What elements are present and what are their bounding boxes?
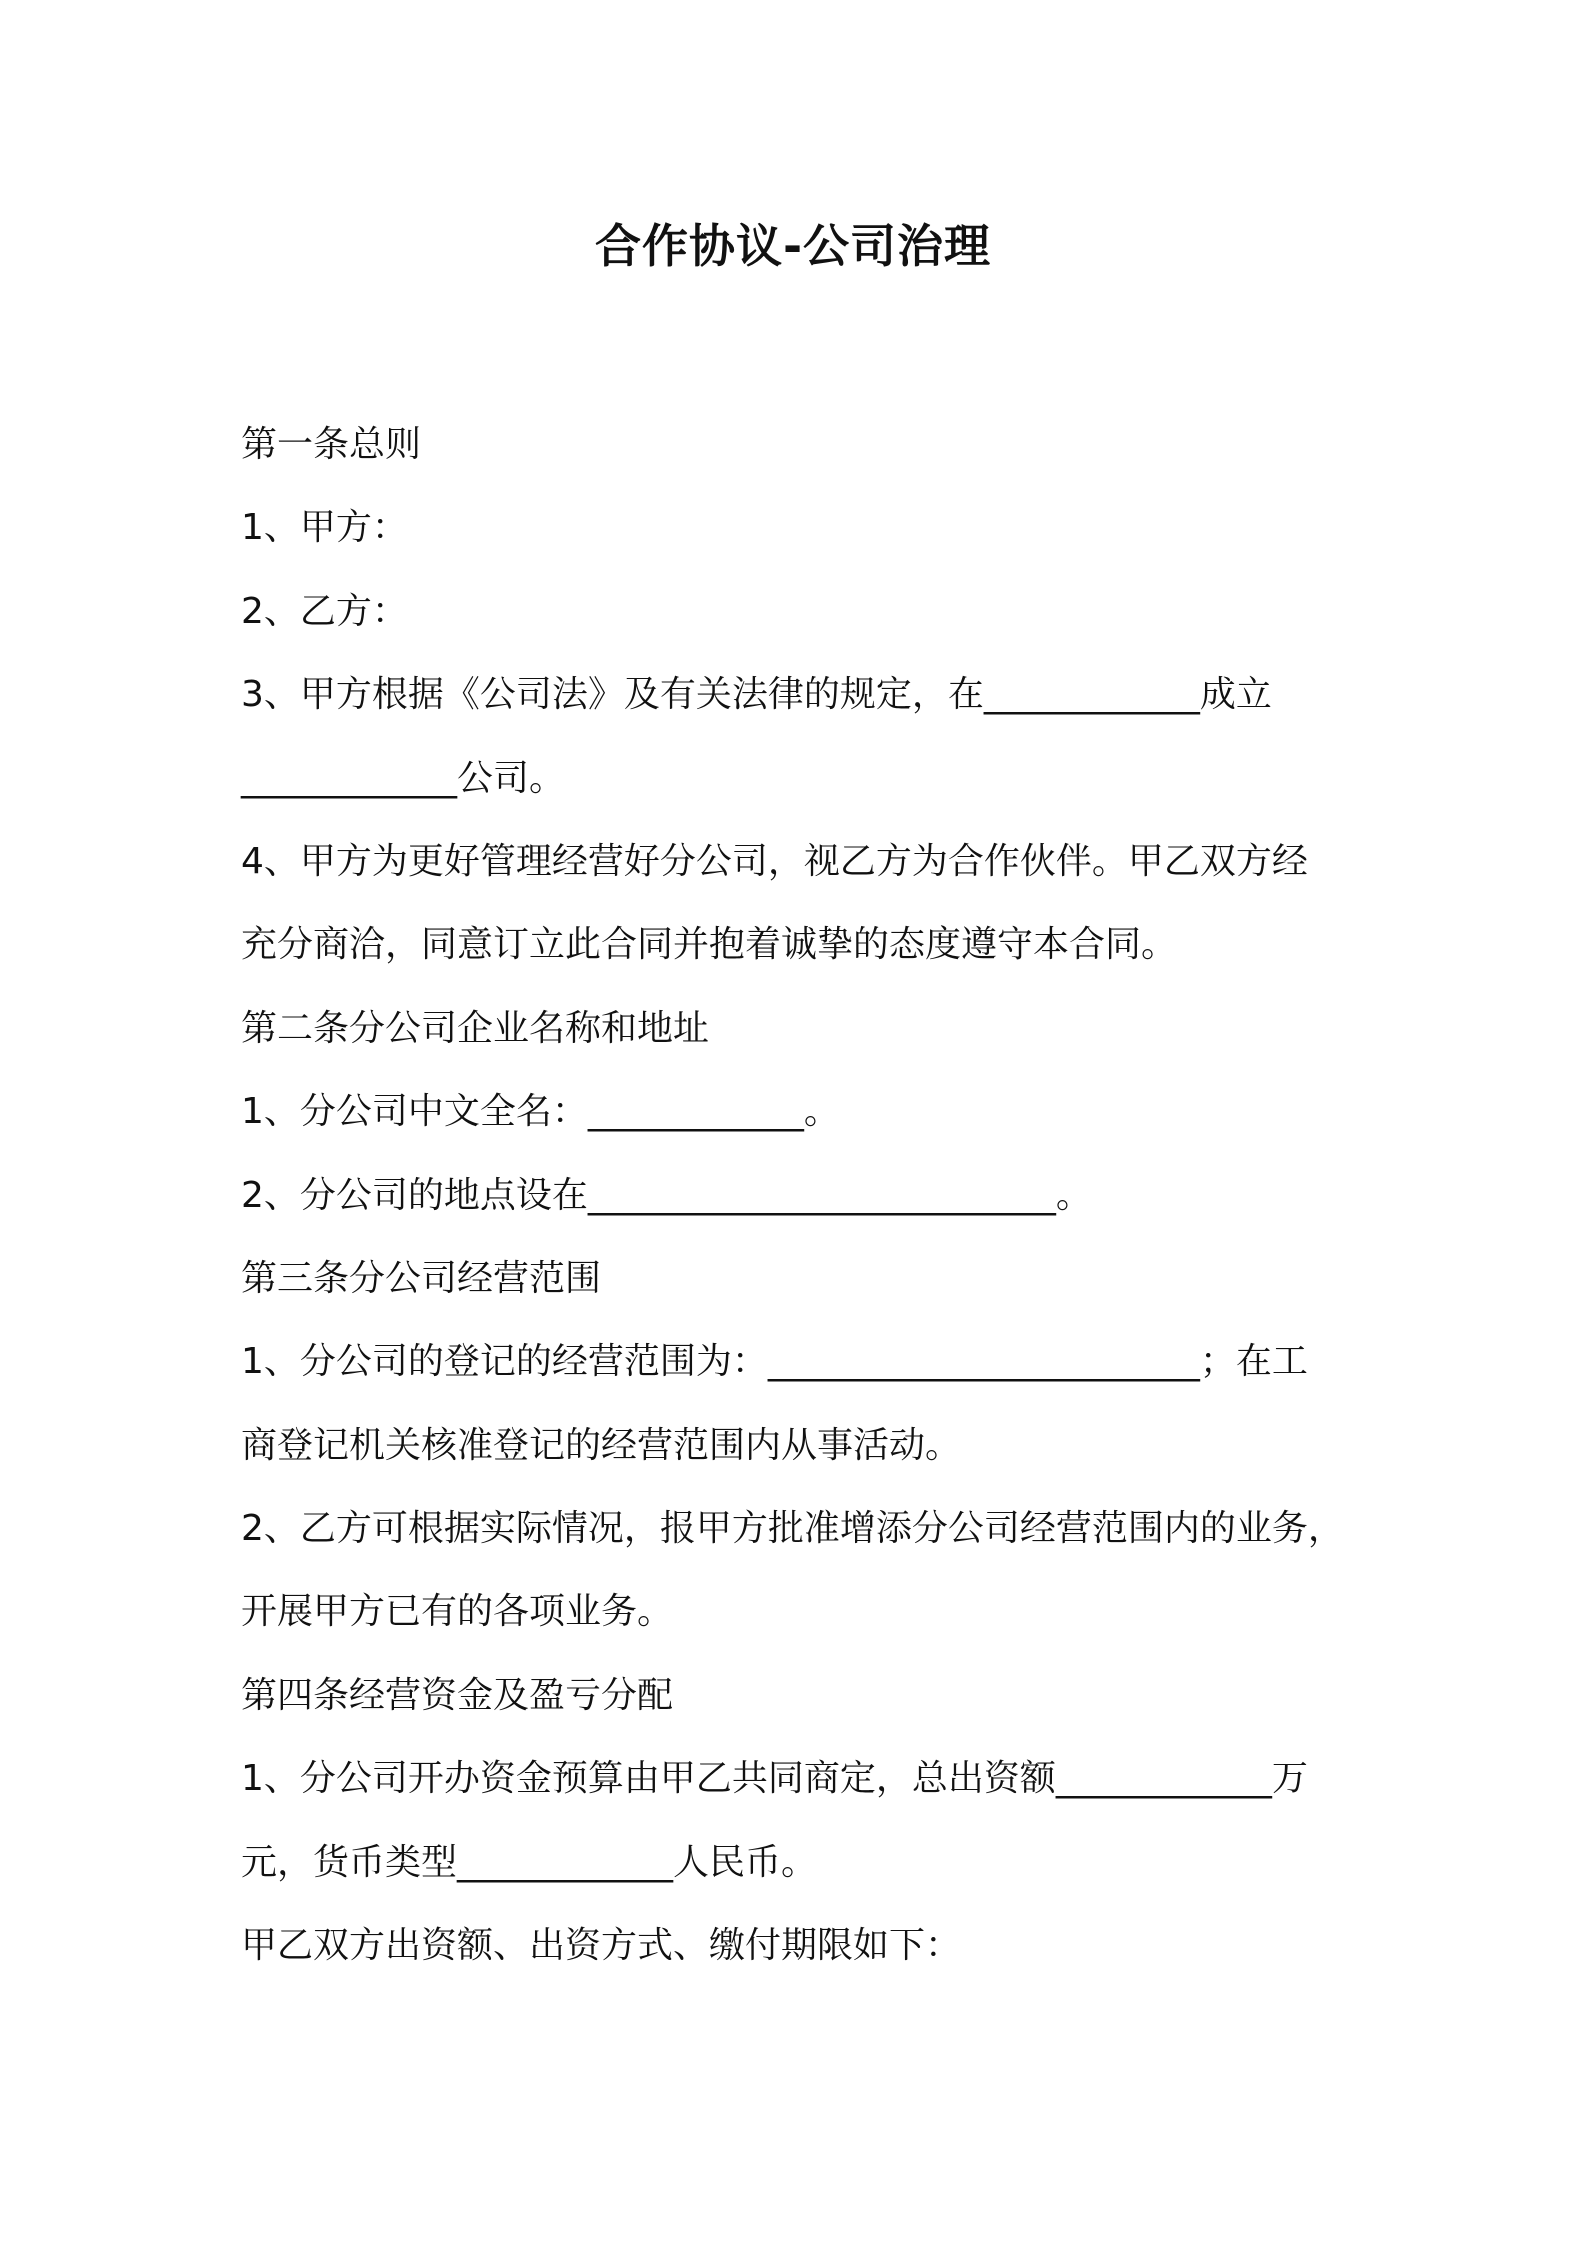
article-3-clause-1-line-2: 商登记机关核准登记的经营范围内从事活动。 (241, 1424, 962, 1466)
article-2-clause-2: 2、分公司的地点设在__________________________。 (241, 1174, 1092, 1216)
article-4-clause-1-line-2: 元，货币类型____________人民币。 (241, 1841, 818, 1883)
party-b-line: 2、乙方： (241, 590, 408, 632)
party-a-line: 1、甲方： (241, 507, 408, 549)
document-title: 合作协议-公司治理 (594, 219, 992, 273)
article-3-clause-2-line-2: 开展甲方已有的各项业务。 (241, 1591, 674, 1633)
article-2-clause-1: 1、分公司中文全名：____________。 (241, 1091, 840, 1133)
article-3-clause-1-line-1: 1、分公司的登记的经营范围为：________________________；在工 (241, 1341, 1308, 1383)
article-1-heading: 第一条总则 (241, 424, 422, 465)
article-3-clause-2-line-1: 2、乙方可根据实际情况，报甲方批准增添分公司经营范围内的业务， (241, 1508, 1344, 1550)
article-1-clause-4-line-1: 4、甲方为更好管理经营好分公司，视乙方为合作伙伴。甲乙双方经 (241, 840, 1308, 882)
article-1-clause-3-line-1: 3、甲方根据《公司法》及有关法律的规定，在____________成立 (241, 674, 1272, 716)
document-body (241, 403, 1361, 1987)
article-2-heading: 第二条分公司企业名称和地址 (241, 1007, 710, 1049)
article-1-clause-4-line-2: 充分商洽，同意订立此合同并抱着诚挚的态度遵守本合同。 (241, 924, 1178, 966)
article-4-heading: 第四条经营资金及盈亏分配 (241, 1674, 674, 1716)
article-4-clause-1-line-1: 1、分公司开办资金预算由甲乙共同商定，总出资额____________万 (241, 1758, 1308, 1800)
article-3-heading: 第三条分公司经营范围 (241, 1257, 602, 1299)
article-1-clause-3-line-2: ____________公司。 (241, 757, 566, 799)
contribution-intro-line: 甲乙双方出资额、出资方式、缴付期限如下： (241, 1925, 962, 1967)
